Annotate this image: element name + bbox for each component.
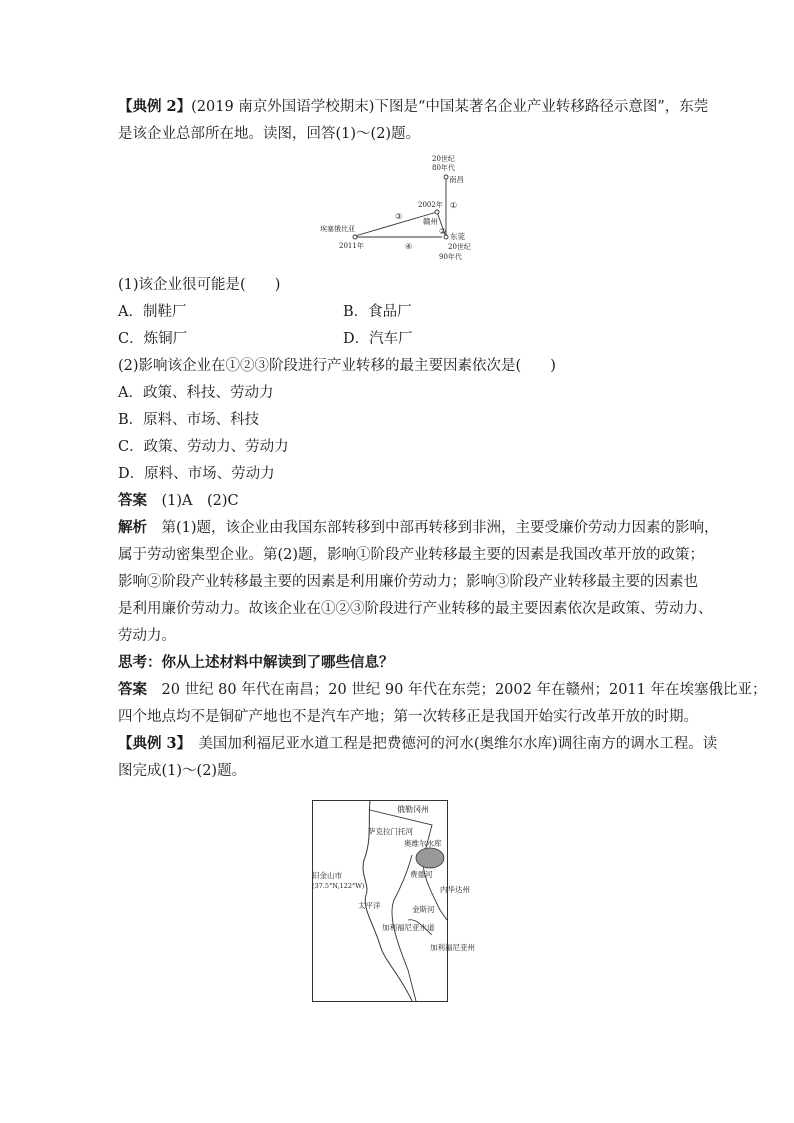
seg1-label: ① (450, 201, 458, 210)
q1-option-c[interactable]: C．炼铜厂 (118, 331, 188, 347)
ganzhou-point (435, 210, 439, 214)
q2-option-c[interactable]: C．政策、劳动力、劳动力 (118, 439, 289, 455)
analysis-label: 解析 (118, 519, 147, 536)
ex2-line1 (118, 97, 708, 117)
dongguan-era-1: 20世纪 (448, 243, 471, 251)
aqueduct-label: 加利福尼亚水道 (382, 923, 435, 932)
q2-option-b[interactable]: B．原料、市场、科技 (118, 412, 260, 428)
q1-option-a[interactable]: A．制鞋厂 (118, 304, 187, 320)
nanchang-point (444, 175, 448, 179)
ex2-intro-text: (2019 南京外国语学校期末)下图是“中国某著名企业产业转移路径示意图”，东莞 (191, 99, 709, 115)
ex3-tag: 【典例 3】 (118, 735, 184, 752)
q1-option-b[interactable]: B．食品厂 (343, 304, 412, 320)
feather-label: 费德河 (410, 870, 433, 879)
ex2-line2: 是该企业总部所在地。读图，回答(1)～(2)题。 (118, 126, 421, 142)
ethiopia-point (353, 235, 357, 239)
sacramento-label: 萨克拉门托河 (368, 827, 413, 836)
oroville-reservoir (416, 848, 444, 868)
oregon-label: 俄勒冈州 (397, 805, 429, 814)
analysis-line-3: 影响②阶段产业转移最主要的因素是利用廉价劳动力；影响③阶段产业转移最主要的因素也 (118, 574, 698, 590)
ganzhou-label: 赣州 (423, 217, 438, 226)
think-answer-text-1: 20 世纪 80 年代在南昌；20 世纪 90 年代在东莞；2002 年在赣州；2011 年在埃塞俄比亚； (161, 682, 767, 698)
seg3-label: ③ (395, 212, 403, 221)
q2-option-d[interactable]: D．原料、市场、劳动力 (118, 466, 275, 482)
answer-label: 答案 (118, 492, 147, 509)
question-1: (1)该企业很可能是( ) (118, 277, 281, 293)
answer-text: (1)A (2)C (161, 493, 239, 509)
pacific-label: 太平洋 (358, 901, 381, 910)
think-answer-line-1 (118, 680, 766, 700)
answer-line (118, 491, 239, 511)
ethiopia-label: 埃塞俄比亚 (320, 225, 355, 233)
think-answer-line-2: 四个地点均不是铜矿产地也不是汽车产地；第一次转移正是我国开始实行改革开放的时期。 (118, 709, 698, 725)
dongguan-label: 东莞 (450, 232, 465, 241)
q1-option-d[interactable]: D．汽车厂 (343, 331, 413, 347)
analysis-line-1 (118, 518, 719, 538)
ex3-line2: 图完成(1)～(2)题。 (118, 763, 247, 779)
analysis-line-2: 属于劳动密集型企业。第(2)题，影响①阶段产业转移最主要的因素是我国改革开放的政策； (118, 547, 705, 563)
kings-label: 金斯河 (412, 905, 435, 914)
seg4-label: ④ (405, 242, 413, 251)
analysis-line-4: 是利用廉价劳动力。故该企业在①②③阶段进行产业转移的最主要因素依次是政策、劳动力、 (118, 601, 713, 617)
question-2: (2)影响该企业在①②③阶段进行产业转移的最主要因素依次是( ) (118, 358, 556, 374)
analysis-text-1: 第(1)题，该企业由我国东部转移到中部再转移到非洲，主要受廉价劳动力因素的影响， (161, 520, 719, 536)
q2-option-a[interactable]: A．政策、科技、劳动力 (118, 385, 274, 401)
oroville-label: 奥维尔水库 (404, 839, 442, 848)
ex3-line1 (118, 734, 717, 754)
analysis-line-5: 劳动力。 (118, 628, 176, 644)
nanchang-era-2: 80年代 (432, 164, 455, 172)
ex2-tag: 【典例 2】 (118, 98, 192, 115)
year2011-label: 2011年 (339, 242, 364, 250)
think-question: 思考：你从上述材料中解读到了哪些信息？ (118, 654, 394, 671)
transfer-route-diagram (315, 152, 485, 264)
nevada-label: 内华达州 (440, 885, 470, 894)
california-aqueduct-map (312, 800, 475, 1002)
nanchang-era-1: 20世纪 (432, 155, 455, 163)
dongguan-era-2: 90年代 (439, 253, 462, 261)
nanchang-label: 南昌 (449, 175, 464, 184)
sf-coord-label: (37.5°N,122°W) (312, 882, 365, 890)
sf-label: 旧金山市 (312, 871, 342, 880)
ex3-intro-text: 美国加利福尼亚水道工程是把费德河的河水(奥维尔水库)调往南方的调水工程。读 (198, 736, 718, 752)
seg2-label: ② (439, 227, 447, 236)
think-answer-label: 答案 (118, 681, 147, 698)
year2002-label: 2002年 (418, 201, 443, 209)
california-label: 加利福尼亚州 (430, 943, 475, 952)
